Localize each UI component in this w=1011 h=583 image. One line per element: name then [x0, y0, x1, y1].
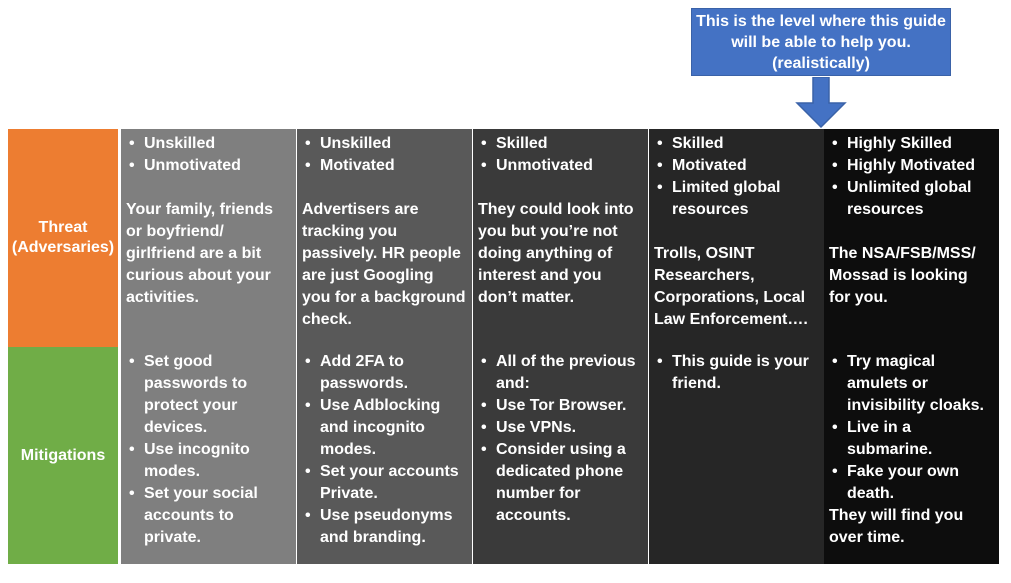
mitigation-list — [654, 351, 818, 395]
mitigation-list — [478, 351, 642, 527]
mitigation-item: • Try magical amulets or invisibility cloaks. — [829, 351, 993, 417]
threat-description: Advertisers are tracking you passively. HR people are just Googling you for a background check. — [302, 201, 466, 328]
threat-description: They could look into you but you’re not doing anything of interest and you don’t matter. — [478, 201, 634, 306]
mitigation-item: • This guide is your friend. — [654, 351, 818, 395]
callout-box — [691, 8, 951, 76]
threat-bullet: • Highly Skilled — [829, 133, 993, 155]
threat-bullet: • Limited global resources — [654, 177, 818, 221]
threat-description: Your family, friends or boyfriend/ girlfriend are a bit curious about your activities. — [126, 201, 273, 306]
threat-description: Trolls, OSINT Researchers, Corporations, Local Law Enforcement…. — [654, 245, 808, 328]
threat-row-label — [8, 129, 118, 347]
threat-cell — [121, 129, 296, 347]
mitigation-item: • Use Tor Browser. — [478, 395, 642, 417]
threat-bullet: • Unskilled — [126, 133, 290, 155]
threat-bullet-list — [654, 133, 818, 221]
mitigations-row-label — [8, 347, 118, 564]
mitigation-list — [302, 351, 466, 549]
mitigation-item: • Set your accounts Private. — [302, 461, 466, 505]
threat-bullet: • Highly Motivated — [829, 155, 993, 177]
mitigation-item: • Use incognito modes. — [126, 439, 290, 483]
mitigation-item: • Use Adblocking and incognito modes. — [302, 395, 466, 461]
mitigations-label: Mitigations — [20, 446, 106, 464]
threat-bullet: • Unmotivated — [126, 155, 290, 177]
mitigation-item: • Fake your own death. — [829, 461, 993, 505]
callout-line: This is the level where this guide — [696, 12, 946, 30]
mitigation-item: • Set good passwords to protect your devices. — [126, 351, 290, 439]
threat-bullet: • Unmotivated — [478, 155, 642, 177]
down-arrow-icon — [793, 77, 849, 129]
threat-cell — [824, 129, 999, 347]
mitigation-item: • Use VPNs. — [478, 417, 642, 439]
mitigations-cell — [824, 347, 999, 564]
threat-bullet-list — [302, 133, 466, 177]
threat-bullet: • Skilled — [654, 133, 818, 155]
mitigation-list — [829, 351, 993, 505]
threat-cell — [297, 129, 472, 347]
threat-bullet: • Unlimited global resources — [829, 177, 993, 221]
mitigation-item: • Add 2FA to passwords. — [302, 351, 466, 395]
mitigation-item: • Consider using a dedicated phone number for accounts. — [478, 439, 642, 527]
mitigation-item: • Set your social accounts to private. — [126, 483, 290, 549]
threat-cell — [473, 129, 648, 347]
threat-label-line: (Adversaries) — [11, 239, 115, 256]
threat-bullet: • Unskilled — [302, 133, 466, 155]
threat-bullet-list — [126, 133, 290, 177]
threat-bullet: • Motivated — [654, 155, 818, 177]
mitigation-item: • Live in a submarine. — [829, 417, 993, 461]
threat-cell — [649, 129, 824, 347]
mitigation-list — [126, 351, 290, 549]
mitigation-item: • All of the previous and: — [478, 351, 642, 395]
callout-line: (realistically) — [772, 54, 870, 72]
threat-bullet-list — [478, 133, 642, 177]
threat-bullet-list — [829, 133, 993, 221]
callout-line: will be able to help you. — [731, 33, 911, 51]
threat-label-line: Threat — [38, 219, 88, 236]
mitigations-cell — [121, 347, 296, 564]
threat-bullet: • Skilled — [478, 133, 642, 155]
mitigations-cell — [473, 347, 648, 564]
mitigations-cell — [297, 347, 472, 564]
mitigation-item: • Use pseudonyms and branding. — [302, 505, 466, 549]
mitigation-note: They will find you over time. — [829, 507, 964, 546]
mitigations-cell — [649, 347, 824, 564]
threat-bullet: • Motivated — [302, 155, 466, 177]
threat-description: The NSA/FSB/MSS/ Mossad is looking for you. — [829, 245, 976, 306]
